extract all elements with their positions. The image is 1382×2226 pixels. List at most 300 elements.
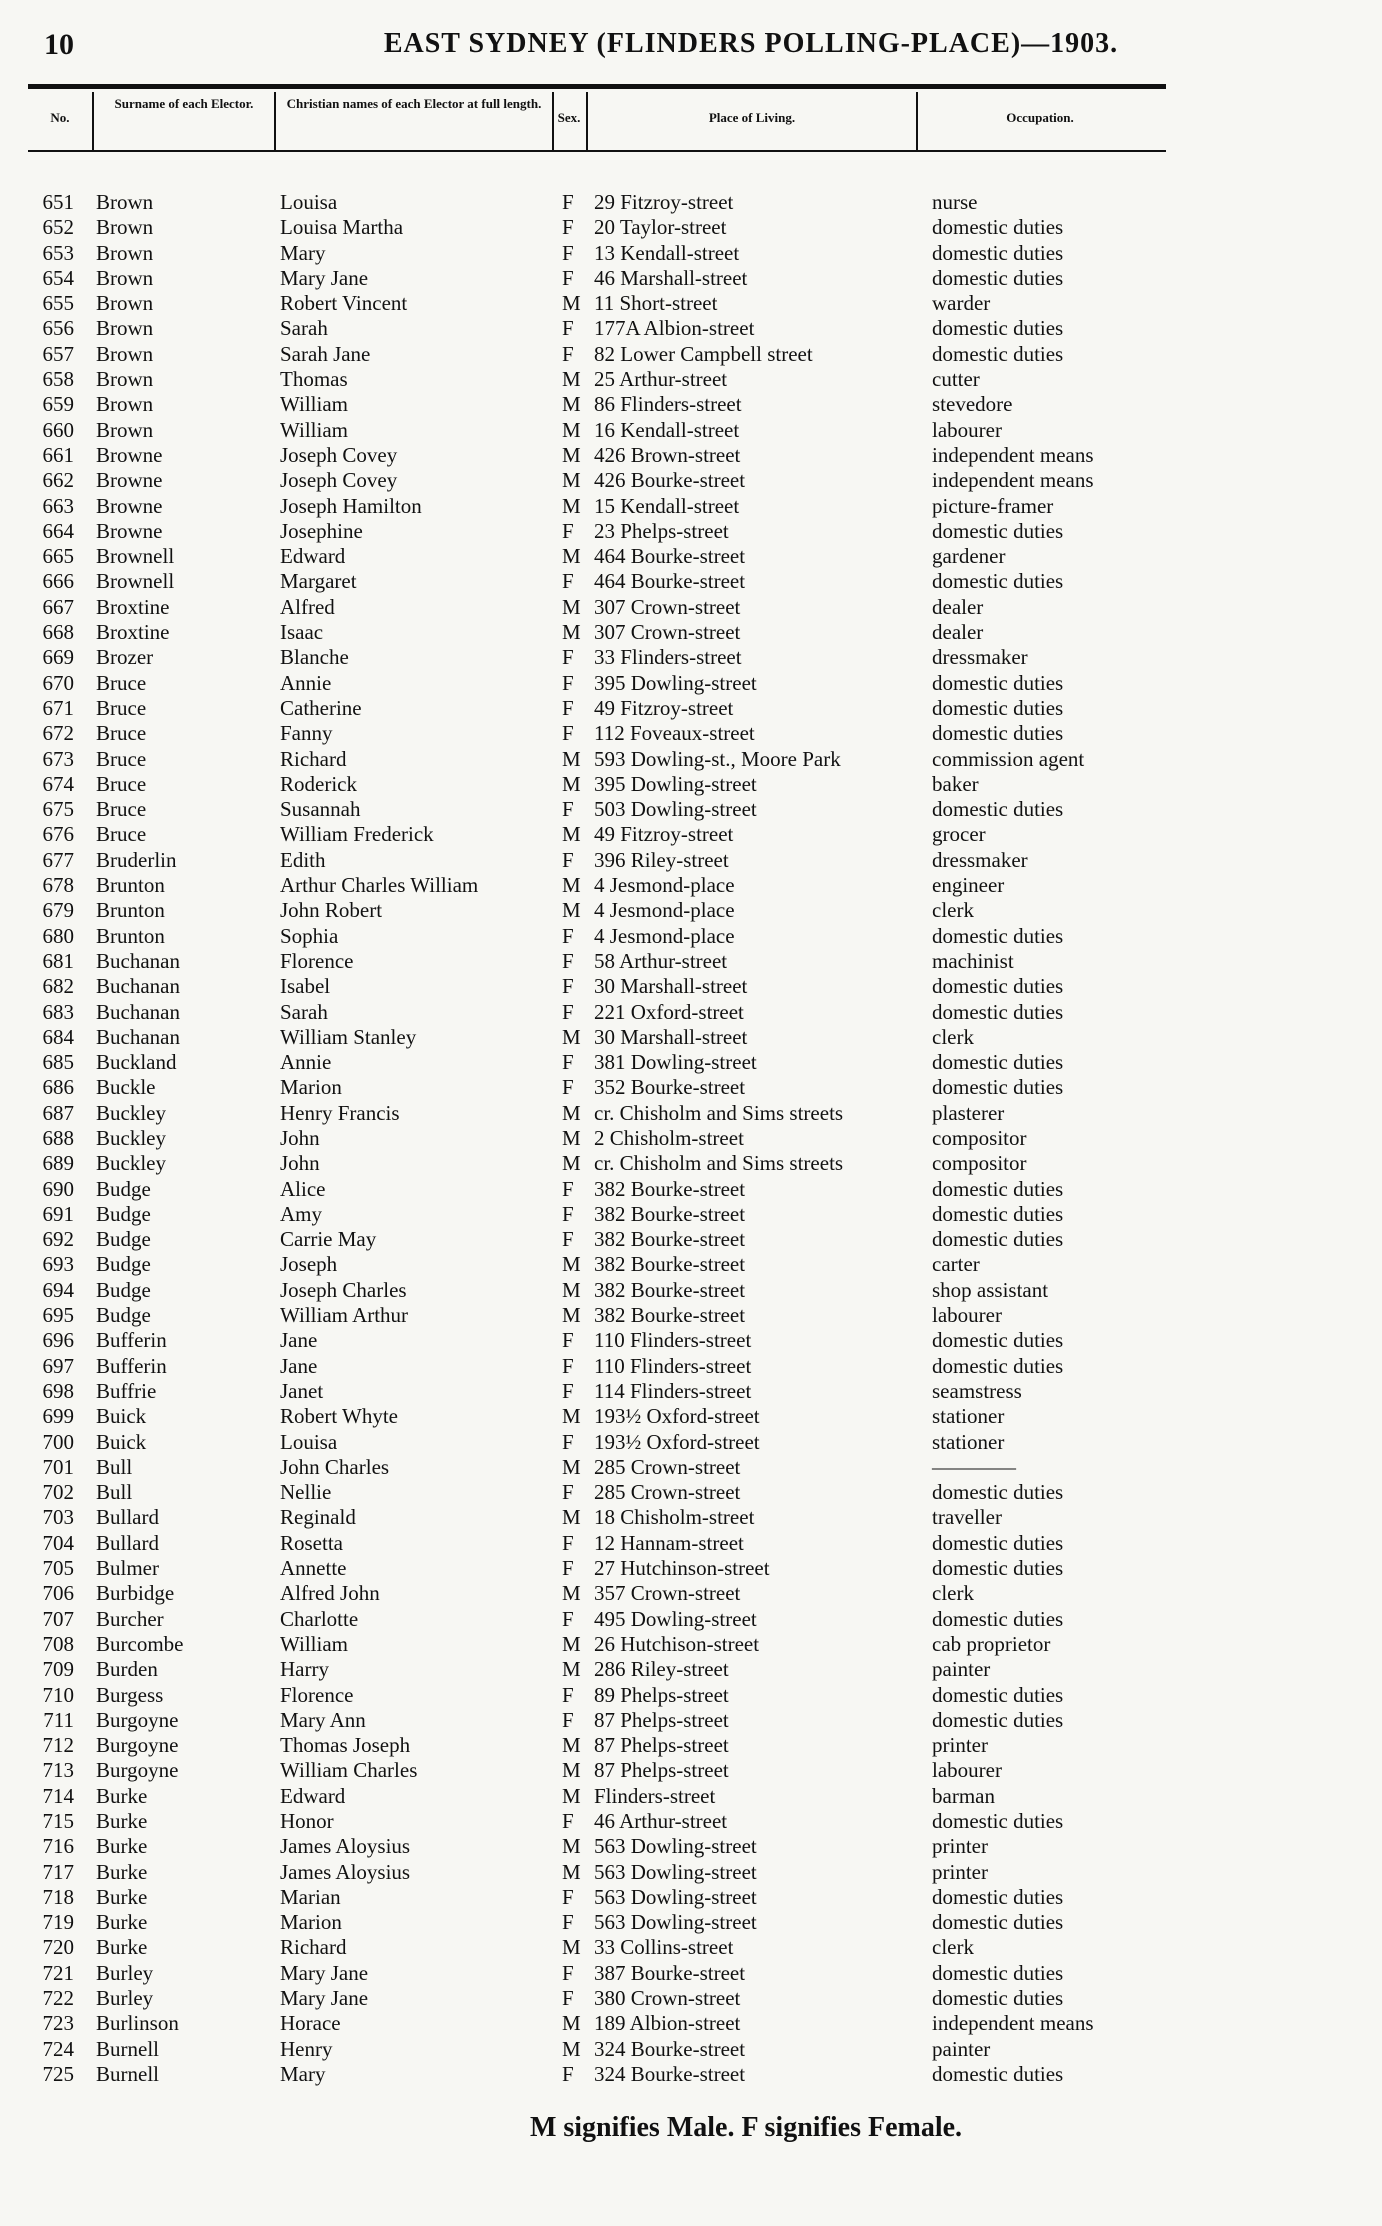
- christian-names: Honor: [280, 1809, 334, 1833]
- elector-number: 725: [42, 2061, 74, 2086]
- elector-number: 697: [42, 1353, 74, 1378]
- occupation: domestic duties: [932, 1707, 1064, 1732]
- occupation: ————: [932, 1454, 1016, 1479]
- christian-names: Roderick: [280, 771, 357, 796]
- elector-number: 711: [43, 1707, 74, 1732]
- christian-names: Mary: [280, 2061, 326, 2086]
- occupation: domestic duties: [932, 1328, 1064, 1353]
- surname: Buckley: [96, 1100, 166, 1125]
- occupation: domestic duties: [932, 1050, 1064, 1075]
- occupation: dressmaker: [932, 847, 1028, 872]
- sex: F: [562, 1960, 574, 1985]
- surname: Brownell: [96, 544, 175, 569]
- place-of-living: 30 Marshall-street: [594, 1024, 748, 1049]
- occupation: domestic duties: [932, 721, 1064, 746]
- sex: M: [562, 2011, 581, 2036]
- christian-names: Annie: [280, 670, 332, 695]
- table-row: [0, 291, 1382, 316]
- table-row: [0, 1657, 1382, 1682]
- sex: F: [562, 215, 574, 240]
- christian-names: Jane: [280, 1353, 318, 1378]
- place-of-living: 20 Taylor-street: [594, 215, 727, 240]
- place-of-living: 27 Hutchinson-street: [594, 1556, 770, 1581]
- table-row: [0, 443, 1382, 468]
- christian-names: Charlotte: [280, 1606, 359, 1631]
- sex: M: [562, 1125, 581, 1150]
- occupation: engineer: [932, 873, 1005, 898]
- surname: Buckley: [96, 1125, 166, 1150]
- place-of-living: 324 Bourke-street: [594, 2036, 746, 2061]
- table-row: [0, 1733, 1382, 1758]
- surname: Bruderlin: [96, 847, 177, 872]
- column-header-sex: Sex.: [557, 110, 581, 125]
- sex: M: [562, 746, 581, 771]
- christian-names: William Stanley: [280, 1024, 417, 1049]
- place-of-living: 395 Dowling-street: [594, 670, 757, 695]
- sex: F: [562, 1227, 574, 1252]
- sex: F: [562, 2061, 574, 2086]
- surname: Burgess: [96, 1682, 164, 1707]
- surname: Buffrie: [96, 1378, 157, 1403]
- surname: Buchanan: [96, 1024, 180, 1049]
- elector-number: 720: [42, 1935, 74, 1960]
- table-row: [0, 1531, 1382, 1556]
- sex: F: [562, 695, 574, 720]
- place-of-living: cr. Chisholm and Sims streets: [594, 1151, 844, 1176]
- place-of-living: 193½ Oxford-street: [594, 1404, 760, 1429]
- occupation: shop assistant: [932, 1277, 1049, 1302]
- place-of-living: 13 Kendall-street: [594, 240, 740, 265]
- sex: F: [562, 1353, 574, 1378]
- elector-number: 662: [42, 468, 74, 493]
- sex: F: [562, 645, 574, 670]
- christian-names: William: [280, 417, 348, 442]
- place-of-living: 387 Bourke-street: [594, 1960, 746, 1985]
- occupation: domestic duties: [932, 265, 1064, 290]
- place-of-living: 563 Dowling-street: [594, 1910, 757, 1935]
- surname: Burke: [96, 1783, 148, 1808]
- elector-number: 712: [42, 1733, 74, 1758]
- occupation: printer: [932, 1733, 988, 1758]
- table-row: [0, 418, 1382, 443]
- christian-names: Joseph: [280, 1252, 338, 1277]
- elector-number: 704: [42, 1530, 74, 1555]
- place-of-living: 285 Crown-street: [594, 1454, 741, 1479]
- place-of-living: 49 Fitzroy-street: [594, 822, 734, 847]
- table-row: [0, 1885, 1382, 1910]
- surname: Bufferin: [96, 1353, 167, 1378]
- place-of-living: 426 Brown-street: [594, 442, 741, 467]
- surname: Buick: [96, 1404, 147, 1429]
- sex: M: [562, 417, 581, 442]
- christian-names: Reginald: [280, 1505, 356, 1530]
- surname: Bruce: [96, 771, 147, 796]
- elector-number: 694: [42, 1277, 74, 1302]
- table-row: [0, 797, 1382, 822]
- place-of-living: 114 Flinders-street: [594, 1378, 752, 1403]
- occupation: machinist: [932, 948, 1014, 973]
- sex: F: [562, 1050, 574, 1075]
- place-of-living: 15 Kendall-street: [594, 493, 740, 518]
- occupation: clerk: [932, 1024, 974, 1049]
- sex: F: [562, 518, 574, 543]
- surname: Budge: [96, 1252, 151, 1277]
- sex: M: [562, 1303, 581, 1328]
- table-row: [0, 1455, 1382, 1480]
- christian-names: William: [280, 1631, 348, 1656]
- place-of-living: 87 Phelps-street: [594, 1707, 729, 1732]
- table-row: [0, 1505, 1382, 1530]
- occupation: stationer: [932, 1429, 1005, 1454]
- sex: F: [562, 847, 574, 872]
- christian-names: Louisa Martha: [280, 215, 404, 240]
- occupation: domestic duties: [932, 974, 1064, 999]
- christian-names: Rosetta: [280, 1530, 343, 1555]
- table-row: [0, 721, 1382, 746]
- table-row: [0, 1101, 1382, 1126]
- column-divider: [92, 92, 94, 150]
- place-of-living: 18 Chisholm-street: [594, 1505, 755, 1530]
- place-of-living: 382 Bourke-street: [594, 1303, 746, 1328]
- place-of-living: 396 Riley-street: [594, 847, 729, 872]
- occupation: painter: [932, 2036, 991, 2061]
- christian-names: Florence: [280, 948, 354, 973]
- christian-names: Edward: [280, 544, 346, 569]
- elector-number: 695: [42, 1303, 74, 1328]
- table-row: [0, 1961, 1382, 1986]
- place-of-living: 285 Crown-street: [594, 1480, 741, 1505]
- place-of-living: 82 Lower Campbell street: [594, 341, 813, 366]
- surname: Bruce: [96, 797, 147, 822]
- sex: M: [562, 442, 581, 467]
- sex: M: [562, 594, 581, 619]
- table-row: [0, 696, 1382, 721]
- sex: F: [562, 1075, 574, 1100]
- christian-names: Mary Ann: [280, 1707, 366, 1732]
- place-of-living: 87 Phelps-street: [594, 1758, 729, 1783]
- elector-number: 700: [42, 1429, 74, 1454]
- table-row: [0, 1202, 1382, 1227]
- sex: M: [562, 1859, 581, 1884]
- christian-names: John: [280, 1151, 320, 1176]
- table-row: [0, 747, 1382, 772]
- surname: Buchanan: [96, 948, 180, 973]
- occupation: baker: [932, 771, 979, 796]
- christian-names: Mary: [280, 240, 326, 265]
- christian-names: Isabel: [280, 974, 331, 999]
- column-header-place: Place of Living.: [708, 110, 796, 125]
- place-of-living: 86 Flinders-street: [594, 392, 742, 417]
- christian-names: Annette: [280, 1556, 347, 1581]
- place-of-living: 563 Dowling-street: [594, 1884, 757, 1909]
- place-of-living: 307 Crown-street: [594, 620, 741, 645]
- place-of-living: 593 Dowling-st., Moore Park: [594, 746, 841, 771]
- christian-names: Joseph Covey: [280, 442, 398, 467]
- occupation: clerk: [932, 1935, 974, 1960]
- christian-names: Horace: [280, 2011, 341, 2036]
- surname: Burgoyne: [96, 1707, 179, 1732]
- occupation: domestic duties: [932, 1606, 1064, 1631]
- elector-number: 708: [42, 1631, 74, 1656]
- surname: Browne: [96, 442, 163, 467]
- place-of-living: 307 Crown-street: [594, 594, 741, 619]
- occupation: traveller: [932, 1505, 1002, 1530]
- surname: Bullard: [96, 1505, 159, 1530]
- christian-names: Isaac: [280, 620, 324, 645]
- sex: M: [562, 1100, 581, 1125]
- surname: Brown: [96, 417, 154, 442]
- sex: F: [562, 1986, 574, 2011]
- elector-number: 681: [42, 948, 74, 973]
- place-of-living: 33 Collins-street: [594, 1935, 734, 1960]
- elector-number: 664: [42, 518, 74, 543]
- christian-names: Jane: [280, 1328, 318, 1353]
- surname: Brown: [96, 265, 154, 290]
- christian-names: William Arthur: [280, 1303, 409, 1328]
- place-of-living: 563 Dowling-street: [594, 1859, 757, 1884]
- place-of-living: 46 Arthur-street: [594, 1809, 728, 1833]
- surname: Burgoyne: [96, 1733, 179, 1758]
- sex-legend-footer: M signifies Male. F signifies Female.: [529, 2112, 963, 2143]
- christian-names: Amy: [280, 1201, 322, 1226]
- occupation: domestic duties: [932, 1530, 1064, 1555]
- place-of-living: 11 Short-street: [594, 291, 718, 316]
- sex: F: [562, 670, 574, 695]
- table-row: [0, 544, 1382, 569]
- elector-number: 702: [42, 1480, 74, 1505]
- elector-number: 717: [42, 1859, 74, 1884]
- christian-names: Margaret: [280, 569, 357, 594]
- sex: M: [562, 1454, 581, 1479]
- surname: Bruce: [96, 746, 147, 771]
- occupation: commission agent: [932, 746, 1085, 771]
- occupation: domestic duties: [932, 316, 1064, 341]
- occupation: clerk: [932, 898, 974, 923]
- place-of-living: 380 Crown-street: [594, 1986, 741, 2011]
- surname: Browne: [96, 493, 163, 518]
- elector-number: 710: [42, 1682, 74, 1707]
- top-rule: [28, 84, 1166, 89]
- surname: Broxtine: [96, 620, 170, 645]
- christian-names: Janet: [280, 1378, 324, 1403]
- christian-names: Catherine: [280, 695, 362, 720]
- elector-list: [0, 190, 1382, 2087]
- occupation: independent means: [932, 442, 1094, 467]
- christian-names: Harry: [280, 1657, 329, 1682]
- column-divider: [916, 92, 918, 150]
- place-of-living: 12 Hannam-street: [594, 1530, 744, 1555]
- sex: M: [562, 1277, 581, 1302]
- occupation: dressmaker: [932, 645, 1028, 670]
- occupation: barman: [932, 1783, 995, 1808]
- place-of-living: 503 Dowling-street: [594, 797, 757, 822]
- occupation: printer: [932, 1834, 988, 1859]
- occupation: seamstress: [932, 1378, 1022, 1403]
- table-row: [0, 1075, 1382, 1100]
- elector-number: 686: [42, 1075, 74, 1100]
- christian-names: Henry: [280, 2036, 333, 2061]
- occupation: painter: [932, 1657, 991, 1682]
- column-divider: [552, 92, 554, 150]
- occupation: domestic duties: [932, 797, 1064, 822]
- christian-names: James Aloysius: [280, 1859, 411, 1884]
- christian-names: Edith: [280, 847, 326, 872]
- christian-names: Mary Jane: [280, 1986, 369, 2011]
- elector-number: 696: [42, 1328, 74, 1353]
- elector-number: 668: [42, 620, 74, 645]
- surname: Burlinson: [96, 2011, 179, 2036]
- sex: M: [562, 468, 581, 493]
- table-row: [0, 949, 1382, 974]
- sex: F: [562, 1606, 574, 1631]
- sex: F: [562, 1884, 574, 1909]
- christian-names: Richard: [280, 1935, 347, 1960]
- table-row: [0, 1278, 1382, 1303]
- table-row: [0, 1379, 1382, 1404]
- occupation: domestic duties: [932, 215, 1064, 240]
- surname: Buckley: [96, 1151, 166, 1176]
- place-of-living: 23 Phelps-street: [594, 518, 729, 543]
- christian-names: Blanche: [280, 645, 349, 670]
- surname: Burley: [96, 1986, 154, 2011]
- sex: M: [562, 620, 581, 645]
- elector-number: 690: [42, 1176, 74, 1201]
- place-of-living: 4 Jesmond-place: [594, 923, 735, 948]
- elector-number: 659: [42, 392, 74, 417]
- christian-names: Robert Vincent: [280, 291, 408, 316]
- sex: F: [562, 316, 574, 341]
- occupation: domestic duties: [932, 1201, 1064, 1226]
- elector-number: 699: [42, 1404, 74, 1429]
- table-row: [0, 924, 1382, 949]
- elector-number: 718: [42, 1884, 74, 1909]
- elector-number: 653: [42, 240, 74, 265]
- elector-number: 701: [42, 1454, 74, 1479]
- place-of-living: 464 Bourke-street: [594, 569, 746, 594]
- place-of-living: 464 Bourke-street: [594, 544, 746, 569]
- sex: M: [562, 1733, 581, 1758]
- page-number: 10: [44, 28, 74, 61]
- table-row: [0, 1784, 1382, 1809]
- elector-number: 652: [42, 215, 74, 240]
- occupation: domestic duties: [932, 1556, 1064, 1581]
- place-of-living: 395 Dowling-street: [594, 771, 757, 796]
- table-row: [0, 392, 1382, 417]
- column-header-no: No.: [50, 110, 70, 125]
- place-of-living: 49 Fitzroy-street: [594, 695, 734, 720]
- christian-names: Carrie May: [280, 1227, 377, 1252]
- sex: M: [562, 392, 581, 417]
- place-of-living: 221 Oxford-street: [594, 999, 744, 1024]
- column-divider: [586, 92, 588, 150]
- christian-names: Marian: [280, 1884, 341, 1909]
- sex: M: [562, 1783, 581, 1808]
- sex: M: [562, 1252, 581, 1277]
- surname: Buick: [96, 1429, 147, 1454]
- table-row: [0, 848, 1382, 873]
- christian-names: John Robert: [280, 898, 383, 923]
- surname: Budge: [96, 1277, 151, 1302]
- occupation: domestic duties: [932, 695, 1064, 720]
- elector-number: 715: [42, 1809, 74, 1833]
- elector-number: 654: [42, 265, 74, 290]
- sex: M: [562, 1151, 581, 1176]
- table-row: [0, 266, 1382, 291]
- header-bottom-rule: [28, 150, 1166, 152]
- occupation: domestic duties: [932, 1227, 1064, 1252]
- sex: M: [562, 1505, 581, 1530]
- surname: Burke: [96, 1884, 148, 1909]
- sex: M: [562, 1758, 581, 1783]
- elector-number: 679: [42, 898, 74, 923]
- surname: Burnell: [96, 2061, 159, 2086]
- christian-names: Henry Francis: [280, 1100, 400, 1125]
- place-of-living: 189 Albion-street: [594, 2011, 741, 2036]
- christian-names: William Charles: [280, 1758, 418, 1783]
- surname: Burke: [96, 1935, 148, 1960]
- place-of-living: 46 Marshall-street: [594, 265, 748, 290]
- place-of-living: 382 Bourke-street: [594, 1176, 746, 1201]
- page-title: EAST SYDNEY (FLINDERS POLLING-PLACE)—1903.: [383, 28, 1119, 59]
- occupation: domestic duties: [932, 1176, 1064, 1201]
- elector-number: 667: [42, 594, 74, 619]
- surname: Burley: [96, 1960, 154, 1985]
- occupation: domestic duties: [932, 999, 1064, 1024]
- sex: F: [562, 1682, 574, 1707]
- surname: Burcher: [96, 1606, 164, 1631]
- surname: Brozer: [96, 645, 154, 670]
- surname: Bruce: [96, 721, 147, 746]
- occupation: stevedore: [932, 392, 1013, 417]
- elector-number: 698: [42, 1378, 74, 1403]
- occupation: independent means: [932, 2011, 1094, 2036]
- table-row: [0, 1809, 1382, 1834]
- place-of-living: 87 Phelps-street: [594, 1733, 729, 1758]
- table-row: [0, 2037, 1382, 2062]
- elector-number: 703: [42, 1505, 74, 1530]
- elector-number: 655: [42, 291, 74, 316]
- sex: M: [562, 1581, 581, 1606]
- elector-number: 660: [42, 417, 74, 442]
- surname: Budge: [96, 1201, 151, 1226]
- elector-number: 671: [42, 695, 74, 720]
- sex: F: [562, 1910, 574, 1935]
- occupation: clerk: [932, 1581, 974, 1606]
- sex: F: [562, 190, 574, 214]
- christian-names: Louisa: [280, 1429, 338, 1454]
- table-row: [0, 671, 1382, 696]
- place-of-living: 381 Dowling-street: [594, 1050, 757, 1075]
- sex: F: [562, 1176, 574, 1201]
- surname: Brown: [96, 392, 154, 417]
- sex: F: [562, 341, 574, 366]
- surname: Bullard: [96, 1530, 159, 1555]
- place-of-living: 29 Fitzroy-street: [594, 190, 734, 214]
- place-of-living: 33 Flinders-street: [594, 645, 742, 670]
- table-row: [0, 620, 1382, 645]
- sex: M: [562, 1024, 581, 1049]
- table-row: [0, 494, 1382, 519]
- elector-number: 673: [42, 746, 74, 771]
- surname: Buchanan: [96, 999, 180, 1024]
- christian-names: Sarah: [280, 316, 328, 341]
- place-of-living: 324 Bourke-street: [594, 2061, 746, 2086]
- elector-number: 674: [42, 771, 74, 796]
- table-row: [0, 1252, 1382, 1277]
- place-of-living: 382 Bourke-street: [594, 1227, 746, 1252]
- place-of-living: 2 Chisholm-street: [594, 1125, 744, 1150]
- elector-number: 716: [42, 1834, 74, 1859]
